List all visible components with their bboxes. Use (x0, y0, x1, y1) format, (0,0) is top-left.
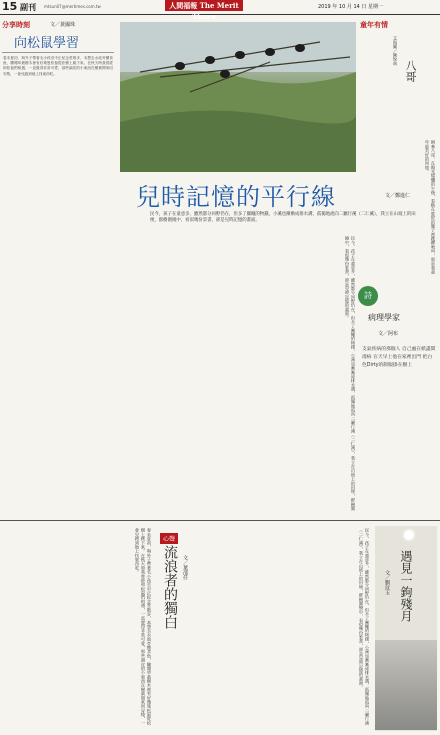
newspaper-logo: 人間福報 The Merit Times (165, 0, 243, 11)
right-column-kicker: 童年有情 (360, 21, 388, 29)
right-column-title: 八哥 (404, 60, 417, 82)
moon-icon (404, 530, 414, 540)
moon-title: 遇見一鉤殘月 (399, 550, 413, 622)
poem-author: 文／阿布 (378, 331, 399, 337)
section-divider (0, 520, 440, 521)
heart-tag: 心聲 (160, 533, 178, 544)
section-name: 副刊 (20, 3, 36, 12)
heart-author: 文／葉邵仟 (182, 555, 188, 580)
contact-email: mtsun07@mertimes.com.tw (44, 4, 101, 9)
main-article-body: 民今，孩子在童意多，雖然都分回野仍在，但多了團繩的物錢，小溪也漸漸成排水溝，孤獨地流向二屬行溪（二仁溪），我立在山坡上的田埂，群樹圍繞中，看似幾份景書，卻是兒時記憶的畫面。 (345, 236, 356, 511)
divider (2, 52, 114, 53)
poem-body: 支氣疾病的那個人 自己處在紙盡間漫病 在天早上他在家裡出門 把白色Dirty的制服掛在樹上 (362, 347, 436, 368)
heart-title: 流浪者的獨白 (162, 545, 178, 629)
main-title: 兒時記憶的平行線 (136, 183, 336, 211)
main-byline: 文／鄭進仁 (385, 193, 411, 199)
bottom-left-body: 春末夏初，與外子帶著毛小孩至中正紀念堂散步，本想去水池旁餵食魚，驟聞草叢樹木裡有好幾隻松鼠從松樹上跳下來。在秋天時我曾經和松鼠們相遇，一直覺得非常可愛，那些調皮的小東西在樹叢間來回穿梭，一會兒跑到地上找東西吃。 (135, 528, 152, 725)
right-column-body: 飼養八哥，在陽光燦爛的午後，看牠在庭院的籠子裡跳躍鳴叫，那是我童年最美好的回憶。 (425, 140, 436, 275)
left-column-body: 春末夏初，與外子帶著毛小孩至中正紀念堂散步，本想去水池旁餵食魚，驟聞草叢樹木裡有好幾隻松鼠從松樹上跳下來。在秋天時我曾經和松鼠們相遇，一直覺得非常可愛，那些調皮的小東西在樹叢間來回穿梭，一會兒跑到地上找東西吃。 (3, 56, 113, 76)
left-column-title: 向松鼠學習 (14, 36, 80, 51)
page-number: 15 (2, 0, 18, 13)
right-column-author: 文與圖／陳悅萌 (393, 36, 398, 66)
poem-title: 病理學家 (368, 313, 400, 322)
moon-author: 文／劉玟玉 (384, 570, 390, 595)
birds-photo (120, 22, 356, 172)
left-column-kicker: 分享時刻 (2, 21, 30, 29)
left-column-author: 文／黃國珠 (50, 22, 76, 28)
issue-date: 2019 年 10 月 14 日 星期一 (318, 4, 383, 10)
poem-badge: 詩 (358, 286, 378, 306)
birds-photo-image (120, 22, 356, 172)
moon-image (375, 640, 437, 730)
main-lead: 民今，孩子在童意多，雖然都分回野仍在，但多了團繩的物錢，小溪也漸漸成排水溝，孤獨地流向二屬行溪（二仁溪），我立在山坡上的田埂，群樹圍繞中，看似幾份景書，卻是兒時記憶的畫面。 (150, 212, 416, 224)
heart-body: 民今，孩子在童意多，雖然都分回野仍在，但多了團繩的物錢，小溪也漸漸成排水溝，孤獨地流向二屬行溪（二仁溪），我立在山坡上的田埂，群樹圍繞中，看似幾份景書，卻是兒時記憶的畫面。 (359, 528, 370, 725)
